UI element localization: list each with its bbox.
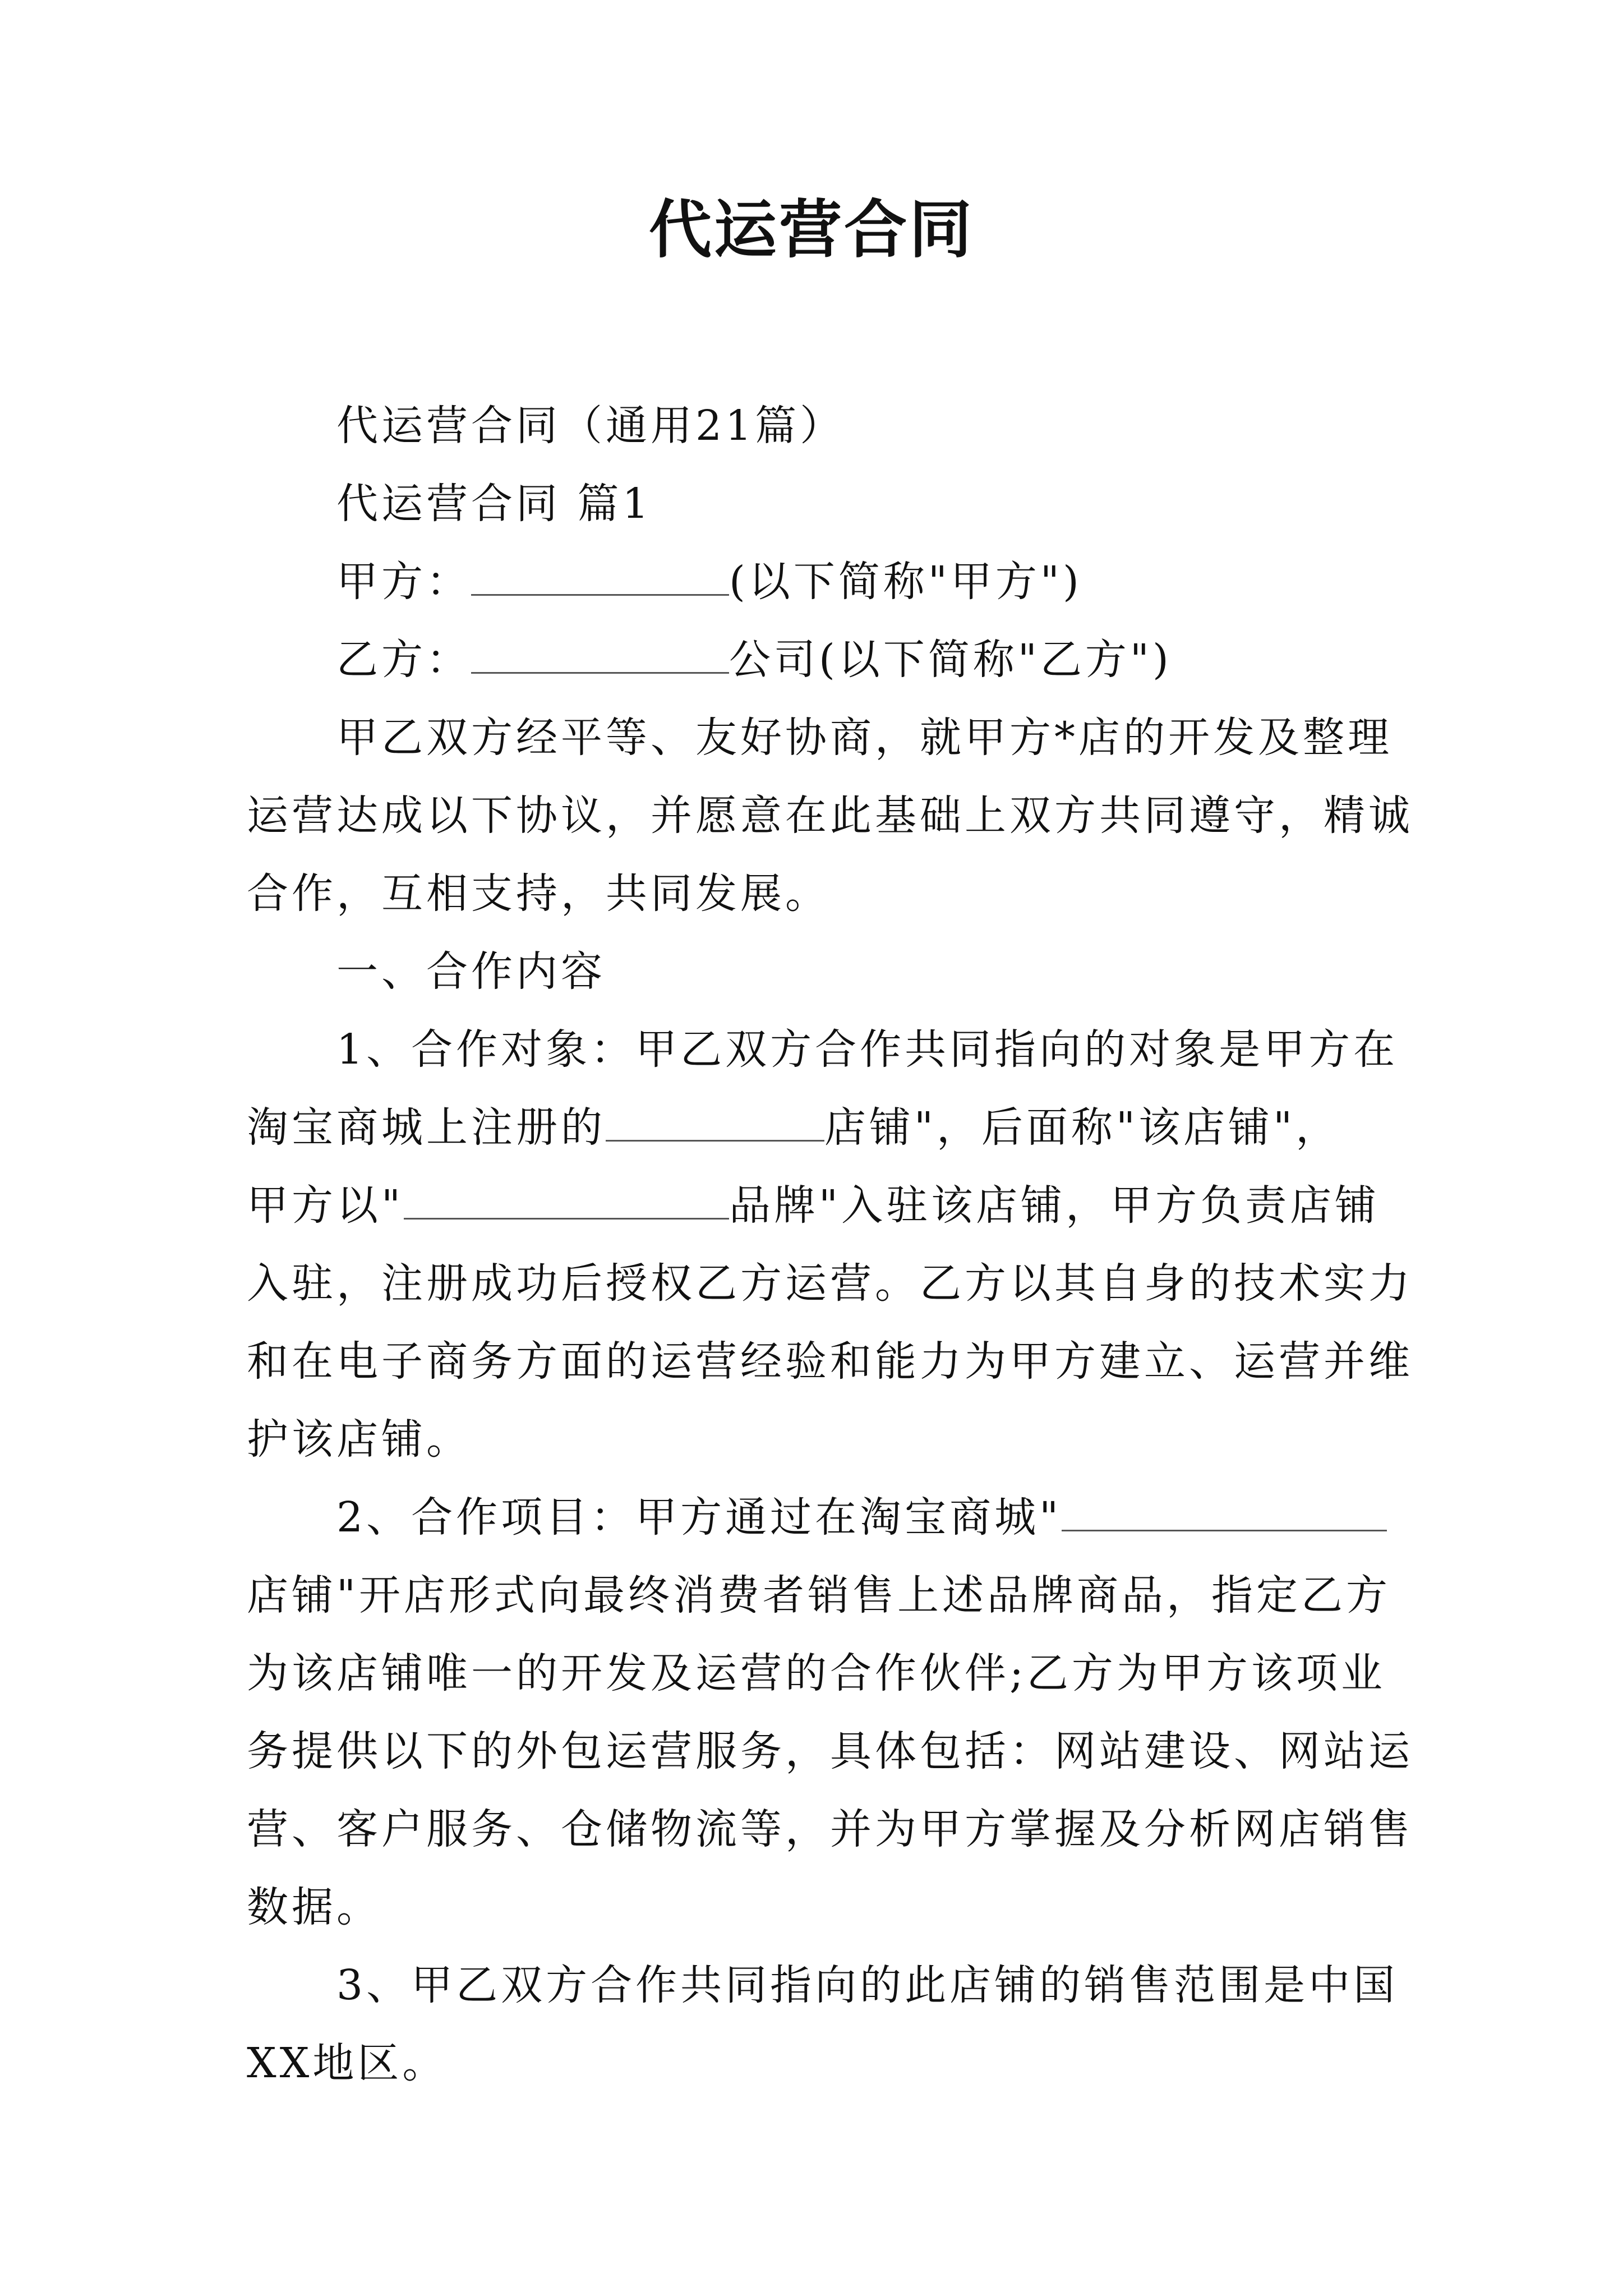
party-a-label: 甲方： xyxy=(336,558,471,606)
paragraph-line: 入驻，注册成功后授权乙方运营。乙方以其自身的技术实力 xyxy=(247,1259,1413,1308)
section-heading: 代运营合同 篇1 xyxy=(336,480,652,528)
party-b-note: 公司(以下简称"乙方") xyxy=(729,636,1172,684)
paragraph-line: 护该店铺。 xyxy=(247,1415,471,1464)
party-a-blank xyxy=(471,557,729,596)
text-span: 淘宝商城上注册的 xyxy=(247,1103,606,1152)
paragraph-line: XX地区。 xyxy=(247,2039,448,2087)
store-name-blank xyxy=(606,1103,824,1142)
paragraph-line: 甲乙双方经平等、友好协商，就甲方*店的开发及整理 xyxy=(336,714,1393,762)
paragraph-line: 为该店铺唯一的开发及运营的合作伙伴;乙方为甲方该项业 xyxy=(247,1649,1386,1697)
party-b-label: 乙方： xyxy=(336,636,471,684)
subtitle-line: 代运营合同（通用21篇） xyxy=(336,402,845,450)
paragraph-line: 务提供以下的外包运营服务，具体包括：网站建设、网站运 xyxy=(247,1727,1413,1775)
paragraph-line: 合作，互相支持，共同发展。 xyxy=(247,869,830,918)
paragraph-line xyxy=(247,1089,1391,1167)
clause-heading: 一、合作内容 xyxy=(336,947,606,996)
text-span: 2、合作项目：甲方通过在淘宝商城" xyxy=(336,1493,1062,1542)
party-a-note: (以下简称"甲方") xyxy=(729,558,1082,606)
party-b-line xyxy=(247,621,1391,699)
paragraph-line: 店铺"开店形式向最终消费者销售上述品牌商品，指定乙方 xyxy=(247,1571,1391,1619)
paragraph-line: 1、合作对象：甲乙双方合作共同指向的对象是甲方在 xyxy=(336,1025,1399,1074)
text-span: 甲方以" xyxy=(247,1181,404,1230)
paragraph-line: 3、甲乙双方合作共同指向的此店铺的销售范围是中国 xyxy=(336,1961,1399,2009)
paragraph-line: 和在电子商务方面的运营经验和能力为甲方建立、运营并维 xyxy=(247,1337,1413,1386)
text-span: 店铺"，后面称"该店铺"， xyxy=(824,1103,1341,1152)
document-body xyxy=(247,387,1413,2102)
paragraph-line xyxy=(247,1479,1391,1557)
text-span: 品牌"入驻该店铺，甲方负责店铺 xyxy=(729,1181,1380,1230)
mall-store-blank xyxy=(1062,1493,1387,1531)
paragraph-line: 运营达成以下协议，并愿意在此基础上双方共同遵守，精诚 xyxy=(247,792,1413,840)
paragraph-line: 营、客户服务、仓储物流等，并为甲方掌握及分析网店销售 xyxy=(247,1805,1413,1853)
paragraph-line: 数据。 xyxy=(247,1883,381,1931)
paragraph-line xyxy=(247,1167,1391,1245)
brand-blank xyxy=(404,1181,729,1220)
party-b-blank xyxy=(471,635,729,674)
document-title: 代运营合同 xyxy=(649,193,974,266)
party-a-line xyxy=(247,543,1391,621)
